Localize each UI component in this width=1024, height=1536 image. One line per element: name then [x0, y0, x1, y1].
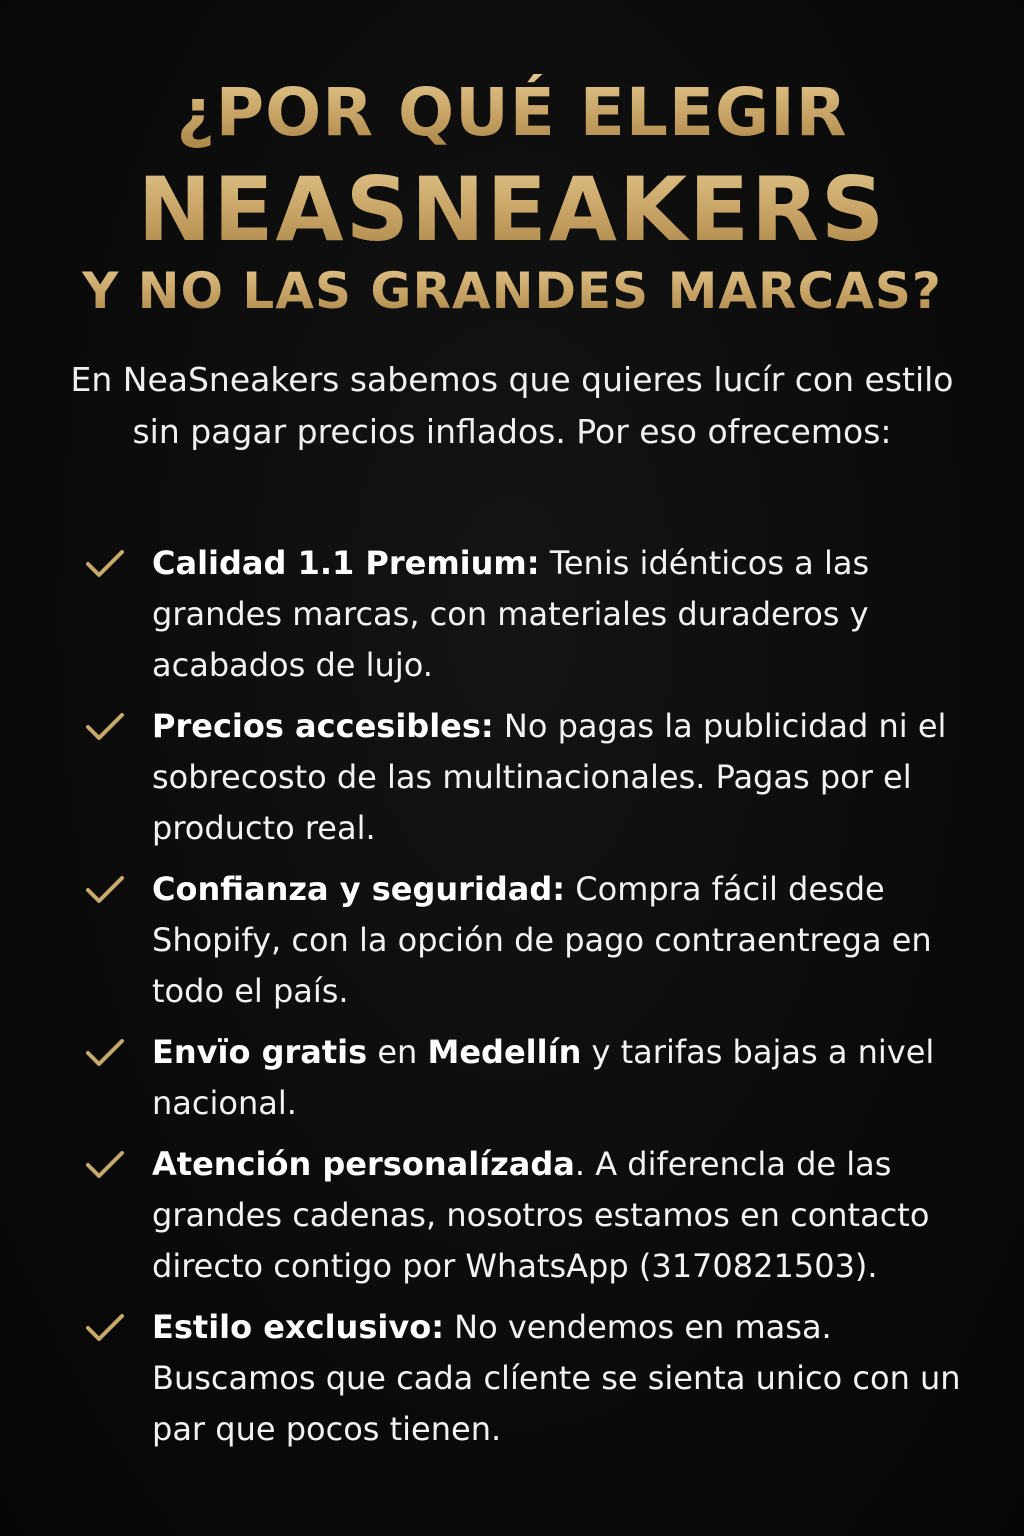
benefit-text: No pagas la publicidad ni el sobrecosto de las multinacionales. Pagas por el producto real.	[152, 707, 947, 847]
benefit-title: Precios accesibles:	[152, 707, 494, 745]
check-icon	[86, 713, 124, 741]
benefit-item-envio	[84, 1027, 964, 1129]
benefit-text: Compra fácil desde Shopify, con la opción de pago contraentrega en todo el país.	[152, 870, 932, 1010]
benefit-text: . A diferencla de las grandes cadenas, nosotros estamos en contacto directo contigo por WhatsApp (3170821503).	[152, 1145, 930, 1285]
benefit-title: Atención personalízada	[152, 1145, 575, 1183]
benefit-item-precios	[84, 701, 964, 854]
benefits-list	[84, 538, 964, 1455]
headline-line-3: Y NO LAS GRANDES MARCAS?	[0, 262, 1024, 320]
benefit-title: Confianza y seguridad:	[152, 870, 566, 908]
check-icon	[86, 1314, 124, 1342]
benefit-text: No vendemos en masa. Buscamos que cada clíente se sienta unico con un par que pocos tienen.	[152, 1308, 961, 1448]
benefit-item-confianza	[84, 864, 964, 1017]
benefit-title: Estilo exclusivo:	[152, 1308, 444, 1346]
check-icon	[86, 1151, 124, 1179]
headline-brand: NEASNEAKERS	[0, 158, 1024, 261]
benefit-item-calidad	[84, 538, 964, 691]
intro-paragraph: En NeaSneakers sabemos que quieres lucír con estilo sin pagar precios inflados. Por eso ofrecemos:	[70, 360, 954, 451]
benefit-text: Tenis idénticos a las grandes marcas, con materiales duraderos y acabados de lujo.	[152, 544, 870, 684]
benefit-city: Medellín	[427, 1033, 582, 1071]
benefit-title: Calidad 1.1 Premium:	[152, 544, 540, 582]
benefit-connector: en	[367, 1033, 428, 1071]
headline-line-1: ¿POR QUÉ ELEGIR	[0, 74, 1024, 151]
benefit-title: Envïo gratis	[152, 1033, 368, 1071]
benefit-item-atencion	[84, 1139, 964, 1292]
check-icon	[86, 1039, 124, 1067]
benefit-item-estilo	[84, 1302, 964, 1455]
benefit-text: y tarifas bajas a nivel nacional.	[152, 1033, 935, 1122]
check-icon	[86, 876, 124, 904]
check-icon	[86, 550, 124, 578]
